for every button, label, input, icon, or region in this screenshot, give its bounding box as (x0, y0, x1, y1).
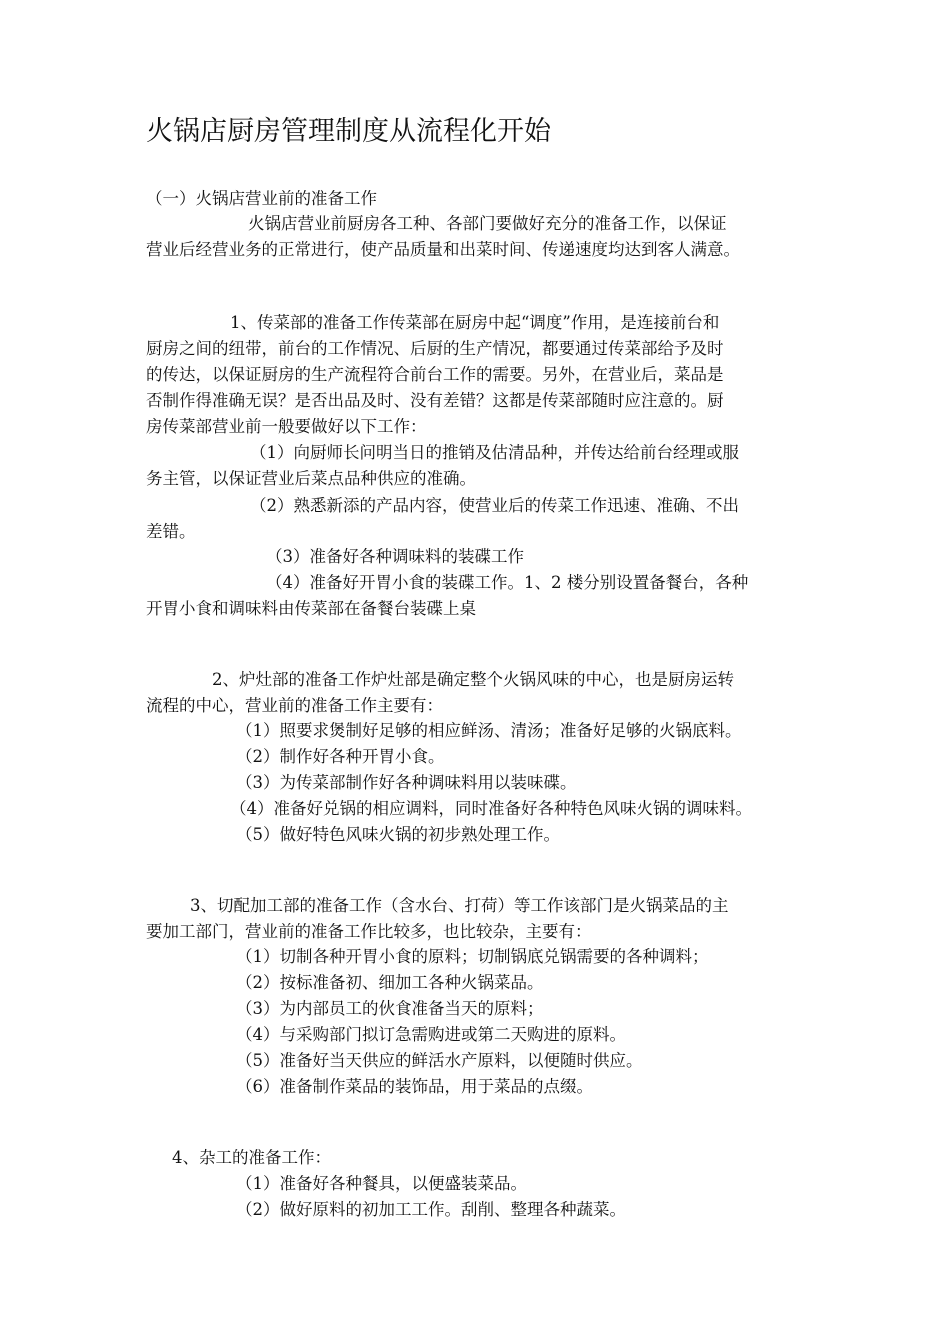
part4-item-2: （2）做好原料的初加工工作。刮削、整理各种蔬菜。 (236, 1200, 626, 1219)
part2-item-1: （1）照要求煲制好足够的相应鲜汤、清汤；准备好足够的火锅底料。 (236, 721, 742, 740)
section-heading: （一）火锅店营业前的准备工作 (146, 189, 377, 208)
part1-item3: （3）准备好各种调味料的装碟工作 (266, 547, 524, 566)
part2-item-3: （3）为传菜部制作好各种调味料用以装味碟。 (236, 773, 577, 792)
part1-item2-line-2: 差错。 (146, 522, 196, 541)
part1-item4-line-2: 开胃小食和调味料由传菜部在备餐台装碟上桌 (146, 599, 476, 618)
intro-line-2: 营业后经营业务的正常进行，使产品质量和出菜时间、传递速度均达到客人满意。 (146, 240, 740, 259)
part1-paragraph-line-2: 厨房之间的纽带，前台的工作情况、后厨的生产情况，都要通过传菜部给予及时 (146, 339, 724, 358)
part1-paragraph-line-1: 1、传菜部的准备工作传菜部在厨房中起“调度”作用，是连接前台和 (230, 313, 720, 332)
part3-item-4: （4）与采购部门拟订急需购进或第二天购进的原料。 (236, 1025, 626, 1044)
part4-item-1: （1）准备好各种餐具，以便盛装菜品。 (236, 1174, 527, 1193)
part3-paragraph-line-1: 3、切配加工部的准备工作（含水台、打荷）等工作该部门是火锅菜品的主 (190, 896, 729, 915)
part2-item-5: （5）做好特色风味火锅的初步熟处理工作。 (236, 825, 560, 844)
part4-heading: 4、杂工的准备工作： (172, 1148, 331, 1167)
part1-paragraph-line-3: 的传达，以保证厨房的生产流程符合前台工作的需要。另外，在营业后，菜品是 (146, 365, 724, 384)
part1-paragraph-line-5: 房传菜部营业前一般要做好以下工作： (146, 417, 427, 436)
part1-item1-line-1: （1）向厨师长问明当日的推销及估清品种，并传达给前台经理或服 (250, 443, 739, 462)
part2-paragraph-line-1: 2、炉灶部的准备工作炉灶部是确定整个火锅风味的中心，也是厨房运转 (212, 670, 734, 689)
part2-item-4: （4）准备好兑锅的相应调料，同时准备好各种特色风味火锅的调味料。 (230, 799, 752, 818)
document-title: 火锅店厨房管理制度从流程化开始 (146, 116, 551, 147)
intro-line-1: 火锅店营业前厨房各工种、各部门要做好充分的准备工作，以保证 (248, 214, 727, 233)
part1-paragraph-line-4: 否制作得准确无误？是否出品及时、没有差错？这都是传菜部随时应注意的。厨 (146, 391, 724, 410)
part1-item1-line-2: 务主管，以保证营业后菜点品种供应的准确。 (146, 469, 476, 488)
part3-item-3: （3）为内部员工的伙食准备当天的原料； (236, 999, 544, 1018)
part1-item4-line-1: （4）准备好开胃小食的装碟工作。1、2 楼分别设置备餐台，各种 (266, 573, 749, 592)
part3-item-5: （5）准备好当天供应的鲜活水产原料，以便随时供应。 (236, 1051, 643, 1070)
part3-item-6: （6）准备制作菜品的装饰品，用于菜品的点缀。 (236, 1077, 593, 1096)
part3-paragraph-line-2: 要加工部门，营业前的准备工作比较多，也比较杂，主要有： (146, 922, 592, 941)
part2-item-2: （2）制作好各种开胃小食。 (236, 747, 445, 766)
part1-item2-line-1: （2）熟悉新添的产品内容，使营业后的传菜工作迅速、准确、不出 (250, 496, 739, 515)
part2-paragraph-line-2: 流程的中心，营业前的准备工作主要有： (146, 696, 443, 715)
part3-item-1: （1）切制各种开胃小食的原料；切制锅底兑锅需要的各种调料； (236, 947, 709, 966)
part3-item-2: （2）按标准备初、细加工各种火锅菜品。 (236, 973, 544, 992)
